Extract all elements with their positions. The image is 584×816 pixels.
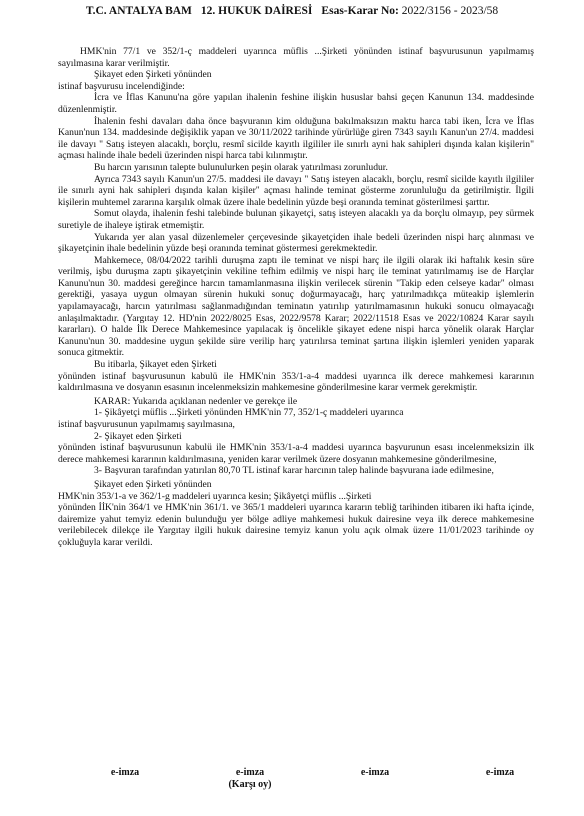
document-body — [58, 46, 534, 549]
dissent-note: (Karşı oy) — [228, 778, 272, 790]
decision-item: 3- Başvuran tarafından yatırılan 80,70 TL istinaf karar harcının talep halinde başvurana iade edilmesine, — [94, 465, 494, 477]
decision-item: istinaf başvurusunun yapılmamış sayılmasına, — [58, 419, 235, 430]
case-number-label: Esas-Karar No: — [321, 5, 399, 17]
chamber-name: 12. HUKUK DAİRESİ — [200, 5, 313, 17]
signature — [205, 767, 295, 790]
signature-block — [0, 767, 584, 797]
paragraph: HMK'nin 77/1 ve 352/1-ç maddeleri uyarınca müflis ...Şirketi yönünden istinaf başvurusunun yapılmamış sayılmasına karar verilmiştir. — [58, 46, 534, 69]
paragraph: Ayrıca 7343 sayılı Kanun'un 27/5. maddesi ile davayı " Satış isteyen alacaklı, borçlu, resmî sicilde kayıtlı ilgililer ile sınırlı ayni hak sahipleri dışında kalan kişiler" açması halinde teminat gösterme zorunluluğu da getirilmiştir. İlgili kişilerin muhtemel zararına karşılık olmak üzere ihale bedelinin yüzde beşi oranında teminat gösterilmesi şarttır. — [58, 173, 534, 208]
paragraph: Şikayet eden Şirketi yönünden — [94, 69, 212, 81]
signature — [470, 767, 530, 779]
paragraph: İhalenin feshi davaları daha önce başvuranın kim olduğuna bakılmaksızın maktu harca tabi iken, İcra ve İflas Kanun'nun 134. maddesinde değişiklik yapan ve 30/11/2022 tarihinde yürürlüğe giren 7343 sayılı Kanun'un 27/4. maddesi ile davayı " Satış isteyen alacaklı, borçlu, resmî sicilde kayıtlı ilgililer ile sınırlı ayni hak sahipleri dışında kalan kişilerin" açması halinde ihale bedeli üzerinden nispi harca tabi kılınmıştır. — [58, 115, 534, 162]
paragraph: Somut olayda, ihalenin feshi talebinde bulunan şikayetçi, satış isteyen alacaklı ya da borçlu olmayıp, pey sürmek suretiyle de ihaleye iştirak etmemiştir. — [58, 208, 534, 231]
paragraph: Bu harcın yarısının talepte bulunulurken peşin olarak yatırılması zorunludur. — [94, 161, 388, 173]
paragraph: Yukarıda yer alan yasal düzenlemeler çerçevesinde şikayetçiden ihale bedeli üzerinden nispi harç alınması ve şikayetçinin ihale bedelinin yüzde beşi oranında teminat göstermesi gerekmektedir. — [58, 231, 534, 255]
paragraph: istinaf başvurusu incelendiğinde: — [58, 80, 185, 92]
court-name: T.C. ANTALYA BAM — [85, 5, 192, 17]
decision-item: 2- Şikayet eden Şirketi — [94, 430, 182, 442]
paragraph: yönünden istinaf başvurusunun kabulü ile HMK'nin 353/1-a-4 maddesi uyarınca ilk derece mahkemesi kararının kaldırılmasına ve dosyanın esasının incelenmeksizin mahkemesine gönderilmesine karar vermek gerekmiştir. — [58, 370, 534, 394]
signature-label: e-imza — [110, 767, 140, 778]
signature-label: e-imza — [360, 767, 390, 778]
signature — [95, 767, 155, 779]
decision-item: yönünden istinaf başvurusunun kabulü ile HMK'nin 353/1-a-4 maddesi uyarınca başvurunun esası incelenmeksizin ilk derece mahkemesi kararının kaldırılmasına, yeniden karar verilmek üzere dosyanın mahkemesine gönderilmesine, — [58, 442, 534, 465]
decision-heading: KARAR: Yukarıda açıklanan nedenler ve gerekçe ile — [94, 395, 298, 407]
paragraph: yönünden İİK'nin 364/1 ve HMK'nin 361/1. ve 365/1 maddeleri uyarınca kararın tebliğ tarihinden itibaren iki hafta içinde, dairemize yahut temyiz edenin bulunduğu yer bölge adliye mahkemesi hukuk dairesine veya ilk derece mahkemesine verilebilecek dilekçe ile Yargıtay ilgili hukuk dairesine temyiz kanun yolu açık olmak üzere 11/01/2023 tarihinde oy çokluğuyla karar verildi. — [58, 502, 534, 548]
paragraph: HMK'nin 353/1-a ve 362/1-g maddeleri uyarınca kesin; Şikâyetçi müflis ...Şirketi — [58, 490, 372, 502]
paragraph: Mahkemece, 08/04/2022 tarihli duruşma zaptı ile teminat ve nispi harç ile ilgili olarak iki haftalık kesin süre verilmiş, işbu duruşma zaptı şikayetçinin vekiline tefhim edilmiş ve nispi harç ile teminat yatırılmamış ise de Harçlar Kanunu'nun 30. maddesi gereğince harcın tamamlanmasına ilişkin verilecek sürenin "Takip eden celseye kadar" olması gerektiği, yasaya uygun olmayan sürenin hukuki sonuç doğurmayacağı, harç yatırılmadıkça müteakip işlemlerin yapılamayacağı, harcın yatırılması sağlanmadığından teminatın yatırılıp yatırılmamasının hukuki sonucu olmayacağı anlaşılmaktadır. (Yargıtay 12. HD'nin 2022/8025 Esas, 2022/9578 Karar; 2022/11518 Esas ve 2022/10824 Karar sayılı kararları). O halde İlk Derece Mahkemesince yapılacak iş öncelikle şikayet edene nispi harca yönelik olarak Harçlar Kanunu'nun 30. maddesine uygun şekilde süre verilip harç yatırılırsa teminat şartına ilişkin işlemleri yeniden yaparak sonuca gitmektir. — [58, 254, 534, 359]
decision-item: 1- Şikâyetçi müflis ...Şirketi yönünden HMK'nin 77, 352/1-ç maddeleri uyarınca — [94, 407, 404, 419]
signature-label: e-imza — [485, 767, 515, 778]
signature-label: e-imza — [235, 767, 265, 778]
signature — [345, 767, 405, 779]
paragraph: Bu itibarla, Şikayet eden Şirketi — [94, 359, 217, 371]
case-numbers: 2022/3156 - 2023/58 — [401, 5, 499, 17]
paragraph: İcra ve İflas Kanunu'na göre yapılan ihalenin feshine ilişkin hususlar bahsi geçen Kanunun 134. maddesinde düzenlenmiştir. — [58, 92, 534, 115]
paragraph: Şikayet eden Şirketi yönünden — [94, 478, 212, 490]
document-header — [0, 6, 584, 18]
